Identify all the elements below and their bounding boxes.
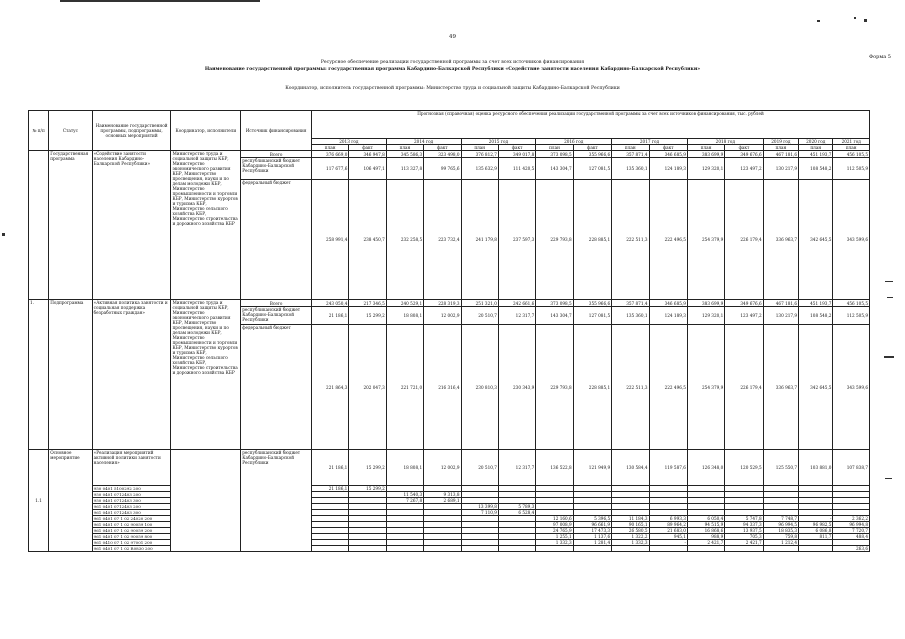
value-cell: 343 599,6: [833, 325, 870, 450]
value-cell: 258 991,4: [311, 180, 348, 300]
value-cell: 7 748,7: [763, 516, 798, 522]
funding-source: федеральный бюджет: [241, 180, 312, 300]
value-cell: 7 110,9: [461, 510, 498, 516]
funding-source: федеральный бюджет: [241, 325, 312, 450]
budget-code: 961 0401 07 1 02 90059 200: [92, 528, 171, 534]
value-cell: 2 689,1: [424, 498, 461, 504]
value-cell: 13 399,8: [461, 504, 498, 510]
value-cell: 112 505,9: [833, 158, 870, 180]
program-name: Наименование государственной программы: государственная программа Кабардино-Балкарской Республики «Содействие занятости населения Кабардино-Балкарской Республики»: [204, 67, 701, 72]
row-status: Подпрограмма: [49, 300, 92, 450]
budget-code: 961 0401 07 1 02 90059 100: [92, 522, 171, 528]
plan-header: план: [687, 145, 724, 151]
value-cell: 222 496,5: [649, 325, 687, 450]
program-coordinator: Координатор, исполнитель государственной программы: Министерство труда и социальной защиты Кабардино-Балкарской Республики: [285, 86, 620, 91]
scan-speck: [885, 281, 893, 282]
fact-header: факт: [725, 145, 763, 151]
fact-header: факт: [649, 145, 687, 151]
value-cell: 99 765,6: [424, 158, 461, 180]
value-cell: [386, 546, 423, 552]
value-cell: 20 510,7: [461, 307, 498, 325]
value-cell: 90 165,1: [612, 522, 649, 528]
value-cell: 126 348,0: [687, 450, 724, 486]
value-cell: 1 332,3: [612, 540, 649, 546]
value-cell: 349 017,8: [498, 151, 535, 158]
value-cell: 5 789,3: [498, 504, 535, 510]
budget-code: 950 0401 0712403 300: [92, 498, 171, 504]
value-cell: 1 137,6: [573, 534, 611, 540]
scan-speck: [885, 478, 892, 479]
value-cell: 346 685,9: [649, 300, 687, 307]
plan-header: план: [386, 145, 423, 151]
budget-code: 961 0401 07 1 02 24020 200: [92, 516, 171, 522]
row-number: 1.: [29, 300, 49, 450]
value-cell: 16 868,6: [687, 528, 724, 534]
value-cell: 7 720,7: [833, 528, 870, 534]
value-cell: 96 994,8: [833, 522, 870, 528]
plan-header: план: [763, 145, 798, 151]
value-cell: 383 699,9: [687, 300, 724, 307]
year-header: 2013 год: [311, 139, 386, 145]
fact-header: факт: [498, 145, 535, 151]
value-cell: 230 343,9: [498, 325, 535, 450]
value-cell: 349 676,6: [725, 300, 763, 307]
value-cell: 945,1: [649, 534, 687, 540]
value-cell: 21 186,1: [311, 307, 348, 325]
value-cell: 228 885,1: [573, 325, 611, 450]
plan-header: план: [311, 145, 348, 151]
year-header: 2015 год: [461, 139, 536, 145]
value-cell: 451 193,7: [799, 300, 833, 307]
col-name: Наименование государственной программы, подпрограммы, основных мероприятий: [92, 111, 171, 151]
value-cell: 21 683,0: [649, 528, 687, 534]
value-cell: 336 963,7: [763, 180, 798, 300]
funding-source: республиканский бюджет Кабардино-Балкарской Республики: [241, 307, 312, 325]
value-cell: 241 179,8: [461, 180, 498, 300]
plan-header: план: [461, 145, 498, 151]
scan-speck: [60, 0, 260, 2]
value-cell: 222 511,3: [612, 180, 649, 300]
value-cell: 2 421,7: [725, 540, 763, 546]
value-cell: 135 632,9: [461, 158, 498, 180]
value-cell: 254 379,9: [687, 180, 724, 300]
value-cell: 373 098,5: [536, 300, 573, 307]
value-cell: 18 835,3: [763, 528, 798, 534]
value-cell: 355 966,6: [573, 300, 611, 307]
budget-code: 950 0401 0712403 200: [92, 492, 171, 498]
row-status: Государственная программа: [49, 151, 92, 300]
row-name: «Содействие занятости населения Кабардино-Балкарской Республики»: [92, 151, 171, 300]
value-cell: 125 550,7: [763, 450, 798, 486]
value-cell: 1 332,3: [536, 540, 573, 546]
value-cell: 357 871,4: [612, 151, 649, 158]
funding-source: республиканский бюджет Кабардино-Балкарской Республики: [241, 450, 312, 552]
value-cell: 123 497,2: [725, 158, 763, 180]
value-cell: 811,7: [799, 534, 833, 540]
value-cell: 223 732,4: [424, 180, 461, 300]
scan-speck: [887, 297, 893, 298]
value-cell: -: [799, 516, 833, 522]
form-label: Форма 5: [868, 54, 891, 60]
row-coordinator: Министерство труда и социальной защиты КБР, Министерство экономического развития КБР, Министерство просвещения, науки и по делам молодежи КБР, Министерство промышленности и торговли КБР, Министерство курортов и туризма КБР, Министерство сельского хозяйства КБР, Министерство строительства и дорожного хозяйства КБР: [171, 151, 241, 300]
resource-table: [28, 110, 870, 552]
value-cell: 97 008,9: [536, 522, 573, 528]
value-cell: 143 304,7: [536, 307, 573, 325]
value-cell: 129 320,1: [687, 307, 724, 325]
value-cell: 263,6: [833, 546, 870, 552]
row-status: Основное мероприятие: [49, 450, 92, 552]
value-cell: 89 964,2: [649, 522, 687, 528]
value-cell: 488,4: [833, 534, 870, 540]
value-cell: 323 498,0: [424, 151, 461, 158]
value-cell: 117 677,6: [311, 158, 348, 180]
year-header: 2016 год: [536, 139, 612, 145]
value-cell: 120 529,5: [725, 450, 763, 486]
fact-header: факт: [349, 145, 386, 151]
budget-code: 961 0410 07 1 02 97001 200: [92, 540, 171, 546]
value-cell: 11 184,3: [612, 516, 649, 522]
value-cell: 12 002,9: [424, 450, 461, 486]
value-cell: 124 189,3: [649, 158, 687, 180]
value-cell: [311, 546, 348, 552]
value-cell: [461, 546, 498, 552]
funding-source: Всего: [241, 151, 312, 158]
value-cell: [687, 546, 724, 552]
value-cell: 229 793,8: [536, 325, 573, 450]
year-header: 2018 год: [687, 139, 763, 145]
value-cell: 135 360,1: [612, 158, 649, 180]
value-cell: 251 321,0: [461, 300, 498, 307]
value-cell: 9 313,8: [424, 492, 461, 498]
value-cell: 456 105,5: [833, 151, 870, 158]
value-cell: 129 320,1: [687, 158, 724, 180]
row-number: 1.1: [29, 450, 49, 552]
value-cell: 106 497,1: [349, 158, 386, 180]
value-cell: 1 281,4: [573, 540, 611, 546]
value-cell: [725, 546, 763, 552]
funding-source: республиканский бюджет Кабардино-Балкарской Республики: [241, 158, 312, 180]
value-cell: 240 529,1: [386, 300, 423, 307]
value-cell: 230 810,3: [461, 325, 498, 450]
value-cell: 24 765,9: [536, 528, 573, 534]
value-cell: 12 317,7: [498, 450, 535, 486]
value-cell: 355 966,6: [573, 151, 611, 158]
budget-code: 961 0401 0712403 300: [92, 510, 171, 516]
value-cell: -: [649, 540, 687, 546]
table-row: [29, 546, 870, 552]
value-cell: 2 362,2: [833, 516, 870, 522]
value-cell: 7 267,8: [386, 498, 423, 504]
col-source: Источник финансирования: [241, 111, 312, 151]
value-cell: 112 505,9: [833, 307, 870, 325]
row-name: «Реализация мероприятий активной политики занятости населения»: [92, 450, 171, 486]
value-cell: 342 645,5: [799, 325, 833, 450]
value-cell: 376 812,7: [461, 151, 498, 158]
value-cell: 127 081,5: [573, 158, 611, 180]
col-forecast: Прогнозная (справочная) оценка ресурсного обеспечения реализации государственной программы за счет всех источников финансирования, тыс. рублей: [311, 111, 869, 139]
fact-header: факт: [573, 145, 611, 151]
value-cell: 6 050,4: [687, 516, 724, 522]
value-cell: 15 299,2: [349, 486, 386, 492]
value-cell: 383 699,9: [687, 151, 724, 158]
budget-code: 950 0401 5100292 200: [92, 486, 171, 492]
value-cell: 1 255,1: [536, 534, 573, 540]
value-cell: 222 511,3: [612, 325, 649, 450]
scan-speck: [864, 19, 867, 22]
value-cell: 226 179,4: [725, 180, 763, 300]
document-title: Ресурсное обеспечение реализации государственной программы за счет всех источников финансирования: [320, 60, 585, 65]
plan-header: план: [536, 145, 573, 151]
value-cell: 202 047,3: [349, 325, 386, 450]
value-cell: [612, 546, 649, 552]
value-cell: [498, 546, 535, 552]
value-cell: 94 337,3: [725, 522, 763, 528]
value-cell: 6 086,8: [799, 528, 833, 534]
value-cell: 217 346,5: [349, 300, 386, 307]
value-cell: 345 586,3: [386, 151, 423, 158]
table-row: [29, 300, 870, 307]
value-cell: 238 450,7: [349, 180, 386, 300]
scan-speck: [817, 20, 820, 22]
value-cell: 357 871,4: [612, 300, 649, 307]
value-cell: 96 661,9: [573, 522, 611, 528]
row-number: [29, 151, 49, 300]
value-cell: 2 421,7: [687, 540, 724, 546]
value-cell: [799, 546, 833, 552]
value-cell: 136 522,8: [536, 450, 573, 486]
value-cell: 21 186,1: [311, 486, 348, 492]
value-cell: [763, 546, 798, 552]
value-cell: [349, 546, 386, 552]
value-cell: 228 885,1: [573, 180, 611, 300]
value-cell: 243 050,4: [311, 300, 348, 307]
plan-header: план: [799, 145, 833, 151]
value-cell: 103 881,0: [799, 450, 833, 486]
value-cell: 373 098,5: [536, 151, 573, 158]
row-name: «Активная политика занятости и социальная поддержка безработных граждан»: [92, 300, 171, 450]
value-cell: 113 327,8: [386, 158, 423, 180]
col-coordinator: Координатор, исполнители: [171, 111, 241, 151]
value-cell: 346 947,8: [349, 151, 386, 158]
value-cell: 17 473,3: [573, 528, 611, 534]
value-cell: 6 528,4: [498, 510, 535, 516]
value-cell: 242 661,6: [498, 300, 535, 307]
value-cell: 228 319,3: [424, 300, 461, 307]
budget-code: 961 0401 0712403 200: [92, 504, 171, 510]
value-cell: 6 993,3: [649, 516, 687, 522]
value-cell: [573, 546, 611, 552]
value-cell: 5 396,5: [573, 516, 611, 522]
value-cell: 130 217,9: [763, 307, 798, 325]
table-row: [29, 151, 870, 158]
value-cell: 26 580,5: [612, 528, 649, 534]
value-cell: 759,8: [763, 534, 798, 540]
scan-speck: [854, 17, 856, 19]
col-num: № п/п: [29, 111, 49, 151]
value-cell: 222 496,5: [649, 180, 687, 300]
value-cell: 20 510,7: [461, 450, 498, 486]
value-cell: 108 548,2: [799, 307, 833, 325]
scan-speck: [884, 356, 894, 358]
value-cell: [536, 546, 573, 552]
value-cell: 107 838,7: [833, 450, 870, 486]
value-cell: 467 181,6: [763, 151, 798, 158]
value-cell: 130 584,4: [612, 450, 649, 486]
value-cell: 226 179,4: [725, 325, 763, 450]
year-header: 2014 год: [386, 139, 461, 145]
value-cell: 124 189,3: [649, 307, 687, 325]
col-status: Статус: [49, 111, 92, 151]
value-cell: 229 793,8: [536, 180, 573, 300]
plan-header: план: [833, 145, 870, 151]
value-cell: 705,3: [725, 534, 763, 540]
value-cell: 988,9: [687, 534, 724, 540]
value-cell: 15 299,2: [349, 307, 386, 325]
value-cell: 221 721,0: [386, 325, 423, 450]
value-cell: 342 645,5: [799, 180, 833, 300]
value-cell: 343 599,6: [833, 180, 870, 300]
plan-header: план: [612, 145, 649, 151]
value-cell: 11 540,3: [386, 492, 423, 498]
year-header: 2021 год: [833, 139, 870, 145]
value-cell: 5 747,8: [725, 516, 763, 522]
row-coordinator: Министерство труда и социальной защиты КБР, Министерство экономического развития КБР, Министерство просвещения, науки и по делам молодежи КБР, Министерство промышленности и торговли КБР, Министерство курортов и туризма КБР, Министерство сельского хозяйства КБР, Министерство строительства и дорожного хозяйства КБР: [171, 300, 241, 450]
budget-code: 961 0401 07 1 02 90059 800: [92, 534, 171, 540]
scan-speck: [2, 233, 5, 236]
value-cell: 94 515,9: [687, 522, 724, 528]
value-cell: 254 379,9: [687, 325, 724, 450]
value-cell: 12 002,9: [424, 307, 461, 325]
value-cell: 237 597,3: [498, 180, 535, 300]
value-cell: 12 317,7: [498, 307, 535, 325]
value-cell: 12 160,6: [536, 516, 573, 522]
fact-header: факт: [424, 145, 461, 151]
year-header: 2020 год: [799, 139, 833, 145]
value-cell: 121 949,9: [573, 450, 611, 486]
value-cell: 15 299,2: [349, 450, 386, 486]
value-cell: 119 587,6: [649, 450, 687, 486]
value-cell: 111 420,5: [498, 158, 535, 180]
value-cell: 18 808,1: [386, 307, 423, 325]
value-cell: 451 193,7: [799, 151, 833, 158]
value-cell: 336 963,7: [763, 325, 798, 450]
value-cell: 1 322,2: [612, 534, 649, 540]
value-cell: 1 212,4: [763, 540, 798, 546]
value-cell: 18 808,1: [386, 450, 423, 486]
value-cell: 232 258,5: [386, 180, 423, 300]
value-cell: 127 081,5: [573, 307, 611, 325]
value-cell: 143 304,7: [536, 158, 573, 180]
value-cell: 96 994,5: [763, 522, 798, 528]
row-coordinator: [171, 450, 241, 552]
value-cell: 349 676,6: [725, 151, 763, 158]
value-cell: 135 360,1: [612, 307, 649, 325]
value-cell: 376 669,0: [311, 151, 348, 158]
value-cell: 123 497,2: [725, 307, 763, 325]
value-cell: [649, 546, 687, 552]
value-cell: 130 217,9: [763, 158, 798, 180]
value-cell: 346 685,9: [649, 151, 687, 158]
value-cell: 216 316,4: [424, 325, 461, 450]
value-cell: 96 982,5: [799, 522, 833, 528]
year-header: 2019 год: [763, 139, 798, 145]
value-cell: 13 937,5: [725, 528, 763, 534]
funding-source: Всего: [241, 300, 312, 307]
value-cell: 456 105,5: [833, 300, 870, 307]
value-cell: 221 864,3: [311, 325, 348, 450]
budget-code: 961 0401 07 1 02 R0830 200: [92, 546, 171, 552]
year-header: 2017 год: [612, 139, 688, 145]
page-number: 49: [449, 34, 456, 40]
value-cell: 467 181,6: [763, 300, 798, 307]
value-cell: 21 186,1: [311, 450, 348, 486]
value-cell: [424, 546, 461, 552]
value-cell: 108 548,2: [799, 158, 833, 180]
table-row: [29, 450, 870, 486]
